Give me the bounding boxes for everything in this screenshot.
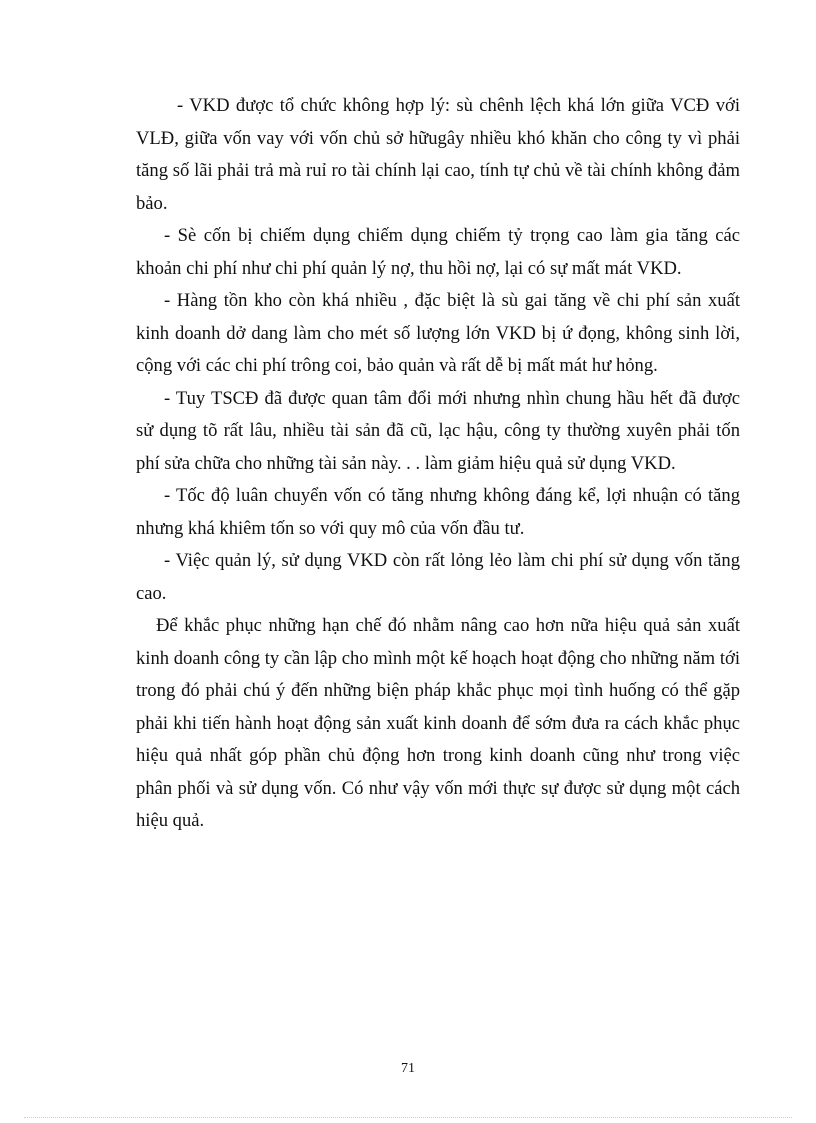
paragraph-fixed-assets: - Tuy TSCĐ đã được quan tâm đổi mới nhưng nhìn chung hầu hết đã được sử dụng tõ rất lâu, nhiều tài sản đã cũ, lạc hậu, công ty thường xuyên phải tốn phí sửa chữa cho những tài sản này. . . làm giảm hiệu quả sử dụng VKD. — [136, 387, 740, 474]
paragraph-conclusion: Để khắc phục những hạn chế đó nhằm nâng cao hơn nữa hiệu quả sản xuất kinh doanh công ty cần lập cho mình một kế hoạch hoạt động cho những năm tới trong đó phải chú ý đến những biện pháp khắc phục mọi tình huống có thể gặp phải khi tiến hành hoạt động sản xuất kinh doanh để sớm đưa ra cách khắc phục hiệu quả nhất góp phần chủ động hơn trong kinh doanh cũng như trong việc phân phối và sử dụng vốn. Có như vậy vốn mới thực sự được sử dụng một cách hiệu quả. — [136, 615, 740, 831]
paragraph-capital-turnover: - Tốc độ luân chuyển vốn có tăng nhưng không đáng kể, lợi nhuận có tăng nhưng khá khiêm tốn so với quy mô của vốn đầu tư. — [136, 485, 740, 539]
paragraph-vkd-organization: - VKD được tổ chức không hợp lý: sù chênh lệch khá lớn giữa VCĐ với VLĐ, giữa vốn vay với vốn chủ sở hữugây nhiều khó khăn cho công ty vì phải tăng số lãi phải trả mà ruỉ ro tài chính lại cao, tính tự chủ về tài chính không đảm bảo. — [136, 95, 740, 214]
paragraph-capital-appropriation: - Sè cốn bị chiếm dụng chiếm dụng chiếm tỷ trọng cao làm gia tăng các khoản chi phí như chi phí quản lý nợ, thu hồi nợ, lại có sự mất mát VKD. — [136, 225, 740, 279]
paragraph-inventory: - Hàng tồn kho còn khá nhiều , đặc biệt là sù gai tăng về chi phí sản xuất kinh doanh dở dang làm cho mét số lượng lớn VKD bị ứ đọng, không sinh lời, cộng với các chi phí trông coi, bảo quản và rất dễ bị mất mát hư hỏng. — [136, 290, 740, 376]
page-bottom-divider — [24, 1117, 792, 1118]
body-text — [136, 90, 740, 838]
paragraph-vkd-management: - Việc quản lý, sử dụng VKD còn rất lỏng lẻo làm chi phí sử dụng vốn tăng cao. — [136, 550, 740, 604]
page-number: 71 — [401, 1061, 415, 1076]
